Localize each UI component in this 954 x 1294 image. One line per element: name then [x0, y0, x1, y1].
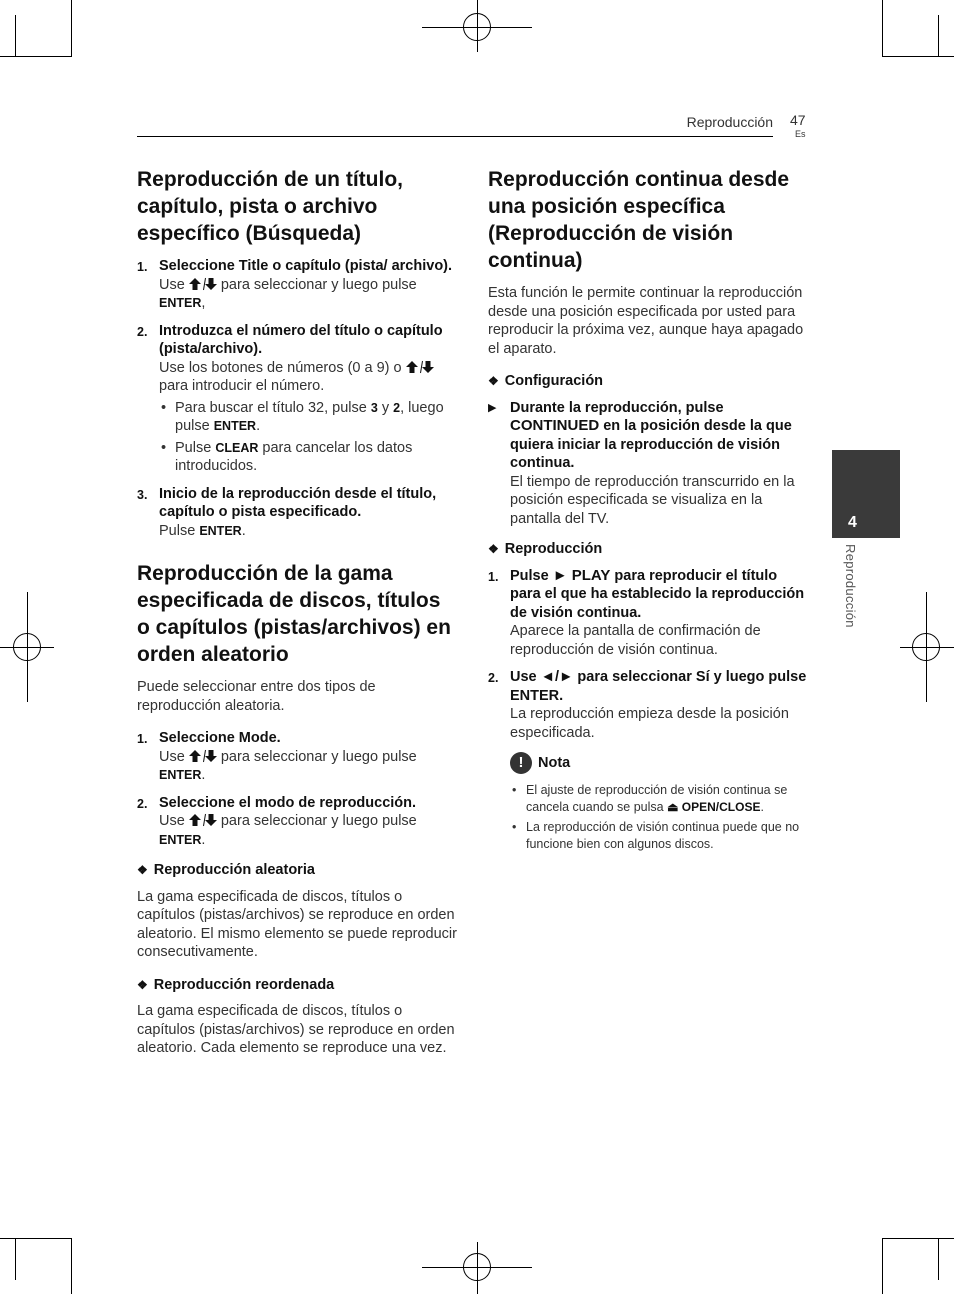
exclamation-icon: ! [510, 752, 532, 774]
up-down-arrow-icon [189, 749, 217, 763]
crop-mark [0, 56, 72, 57]
header-section-title: Reproducción [686, 114, 773, 130]
crop-mark [71, 0, 72, 56]
step-title: Pulse ► PLAY para reproducir el título para el que ha establecido la reproducción de visión continua. [510, 566, 805, 621]
page-header [137, 112, 773, 137]
subsection-text: La gama especificada de discos, títulos o capítulos (pistas/archivos) se reproduce en orden aleatorio. Cada elemento se reproduce una vez. [137, 1003, 455, 1056]
diamond-bullet-icon: ❖ [137, 863, 148, 877]
step [488, 399, 810, 529]
registration-circle [13, 633, 41, 661]
section-intro: Puede seleccionar entre dos tipos de reproducción aleatoria. [137, 679, 376, 714]
crop-mark [938, 15, 939, 57]
up-down-arrow-icon [406, 360, 434, 374]
step-text: Use para seleccionar y luego pulse ENTER. [159, 748, 417, 783]
step-number: 1. [137, 260, 148, 274]
registration-circle [912, 633, 940, 661]
crop-mark [882, 1238, 954, 1239]
list-item: • Pulse CLEAR para cancelar los datos introducidos. [161, 439, 413, 474]
crop-mark [15, 1238, 16, 1280]
step-title: Seleccione Title o capítulo (pista/ archivo). [159, 258, 453, 274]
step-number: 3. [137, 487, 148, 502]
crop-mark [882, 0, 883, 56]
chapter-number: 4 [848, 514, 857, 531]
page-language: Es [795, 129, 806, 139]
step-title: Durante la reproducción, pulse CONTINUED en la posición desde la que quiera iniciar la reproducción de visión continua. [510, 399, 792, 471]
subsection-heading: ❖ Reproducción [488, 541, 603, 557]
subsection-heading: ❖ Configuración [488, 373, 604, 389]
step-number: 1. [488, 569, 499, 584]
step-title: Inicio de la reproducción desde el título, capítulo o pista especificado. [159, 485, 437, 520]
crop-mark [15, 15, 16, 57]
step [137, 322, 459, 476]
up-down-arrow-icon [189, 277, 217, 291]
step [488, 668, 810, 742]
step-title: Seleccione el modo de reproducción. [159, 794, 417, 811]
list-item: • Para buscar el título 32, pulse 3 y 2, luego pulse ENTER. [161, 399, 444, 434]
step-number: 2. [137, 324, 148, 339]
chapter-tab [832, 450, 900, 538]
step-text: Aparece la pantalla de confirmación de reproducción de visión continua. [510, 623, 761, 658]
crop-mark [938, 1238, 939, 1280]
list-item: • La reproducción de visión continua puede que no funcione bien con algunos discos. [512, 820, 800, 851]
diamond-bullet-icon: ❖ [137, 977, 148, 992]
step-title: Introduzca el número del título o capítulo (pista/archivo). [159, 322, 443, 357]
up-down-arrow-icon [189, 813, 217, 827]
step-number: 2. [137, 796, 148, 811]
note-heading: ! Nota [510, 752, 810, 774]
step-text: Use para seleccionar y luego pulse ENTER, [159, 276, 417, 311]
enter-button-label: ENTER [159, 296, 202, 310]
left-column [137, 166, 459, 1072]
chapter-label: Reproducción [843, 544, 858, 628]
step-text: Pulse ENTER. [159, 522, 246, 539]
triangle-bullet-icon: ▶ [488, 401, 497, 414]
crop-mark [882, 56, 954, 57]
step [137, 257, 459, 313]
step-text: La reproducción empieza desde la posición especificada. [510, 706, 789, 741]
section-title-search: Reproducción de un título, capítulo, pista o archivo específico (Búsqueda) [137, 168, 403, 245]
section-title-resume: Reproducción continua desde una posición específica (Reproducción de visión continua) [488, 168, 790, 272]
subsection-heading: ❖ Reproducción reordenada [137, 976, 335, 993]
crop-mark [0, 1238, 72, 1239]
step-text: Use los botones de números (0 a 9) o para introducir el número. [159, 359, 459, 396]
registration-circle [463, 13, 491, 41]
step-number: 2. [488, 671, 499, 685]
step-title: Seleccione Mode. [159, 730, 281, 746]
step-number: 1. [137, 732, 148, 746]
crop-mark [882, 1238, 883, 1294]
step [137, 794, 459, 850]
subsection-text: La gama especificada de discos, títulos o capítulos (pistas/archivos) se reproduce en orden aleatorio. El mismo elemento se puede reproducir consecutivamente. [137, 888, 457, 960]
clear-button-label: CLEAR [215, 440, 259, 455]
step-text: El tiempo de reproducción transcurrido en la posición especificada se visualiza en la pantalla del TV. [510, 473, 795, 527]
step [137, 485, 459, 541]
step [488, 567, 810, 660]
crop-mark [71, 1238, 72, 1294]
page-number: 47 [790, 112, 806, 128]
right-column [488, 166, 810, 856]
note-list [510, 782, 810, 852]
list-item: • El ajuste de reproducción de visión continua se cancela cuando se pulsa ⏏ OPEN/CLOSE. [512, 783, 788, 814]
open-close-button-label: ⏏ OPEN/CLOSE [667, 799, 761, 814]
diamond-bullet-icon: ❖ [488, 542, 499, 556]
diamond-bullet-icon: ❖ [488, 374, 499, 388]
step-title: Use ◄/► para seleccionar Sí y luego pulse ENTER. [510, 669, 807, 704]
section-intro: Esta función le permite continuar la reproducción desde una posición especificada por usted para reproducir la próxima vez, aunque haya apagado el aparato. [488, 285, 804, 357]
step [137, 729, 459, 785]
section-title-random: Reproducción de la gama especificada de discos, títulos o capítulos (pistas/archivos) en orden aleatorio [137, 562, 451, 666]
subsection-heading: ❖ Reproducción aleatoria [137, 862, 315, 878]
registration-circle [463, 1253, 491, 1281]
step-text: Use para seleccionar y luego pulse ENTER. [159, 813, 417, 848]
